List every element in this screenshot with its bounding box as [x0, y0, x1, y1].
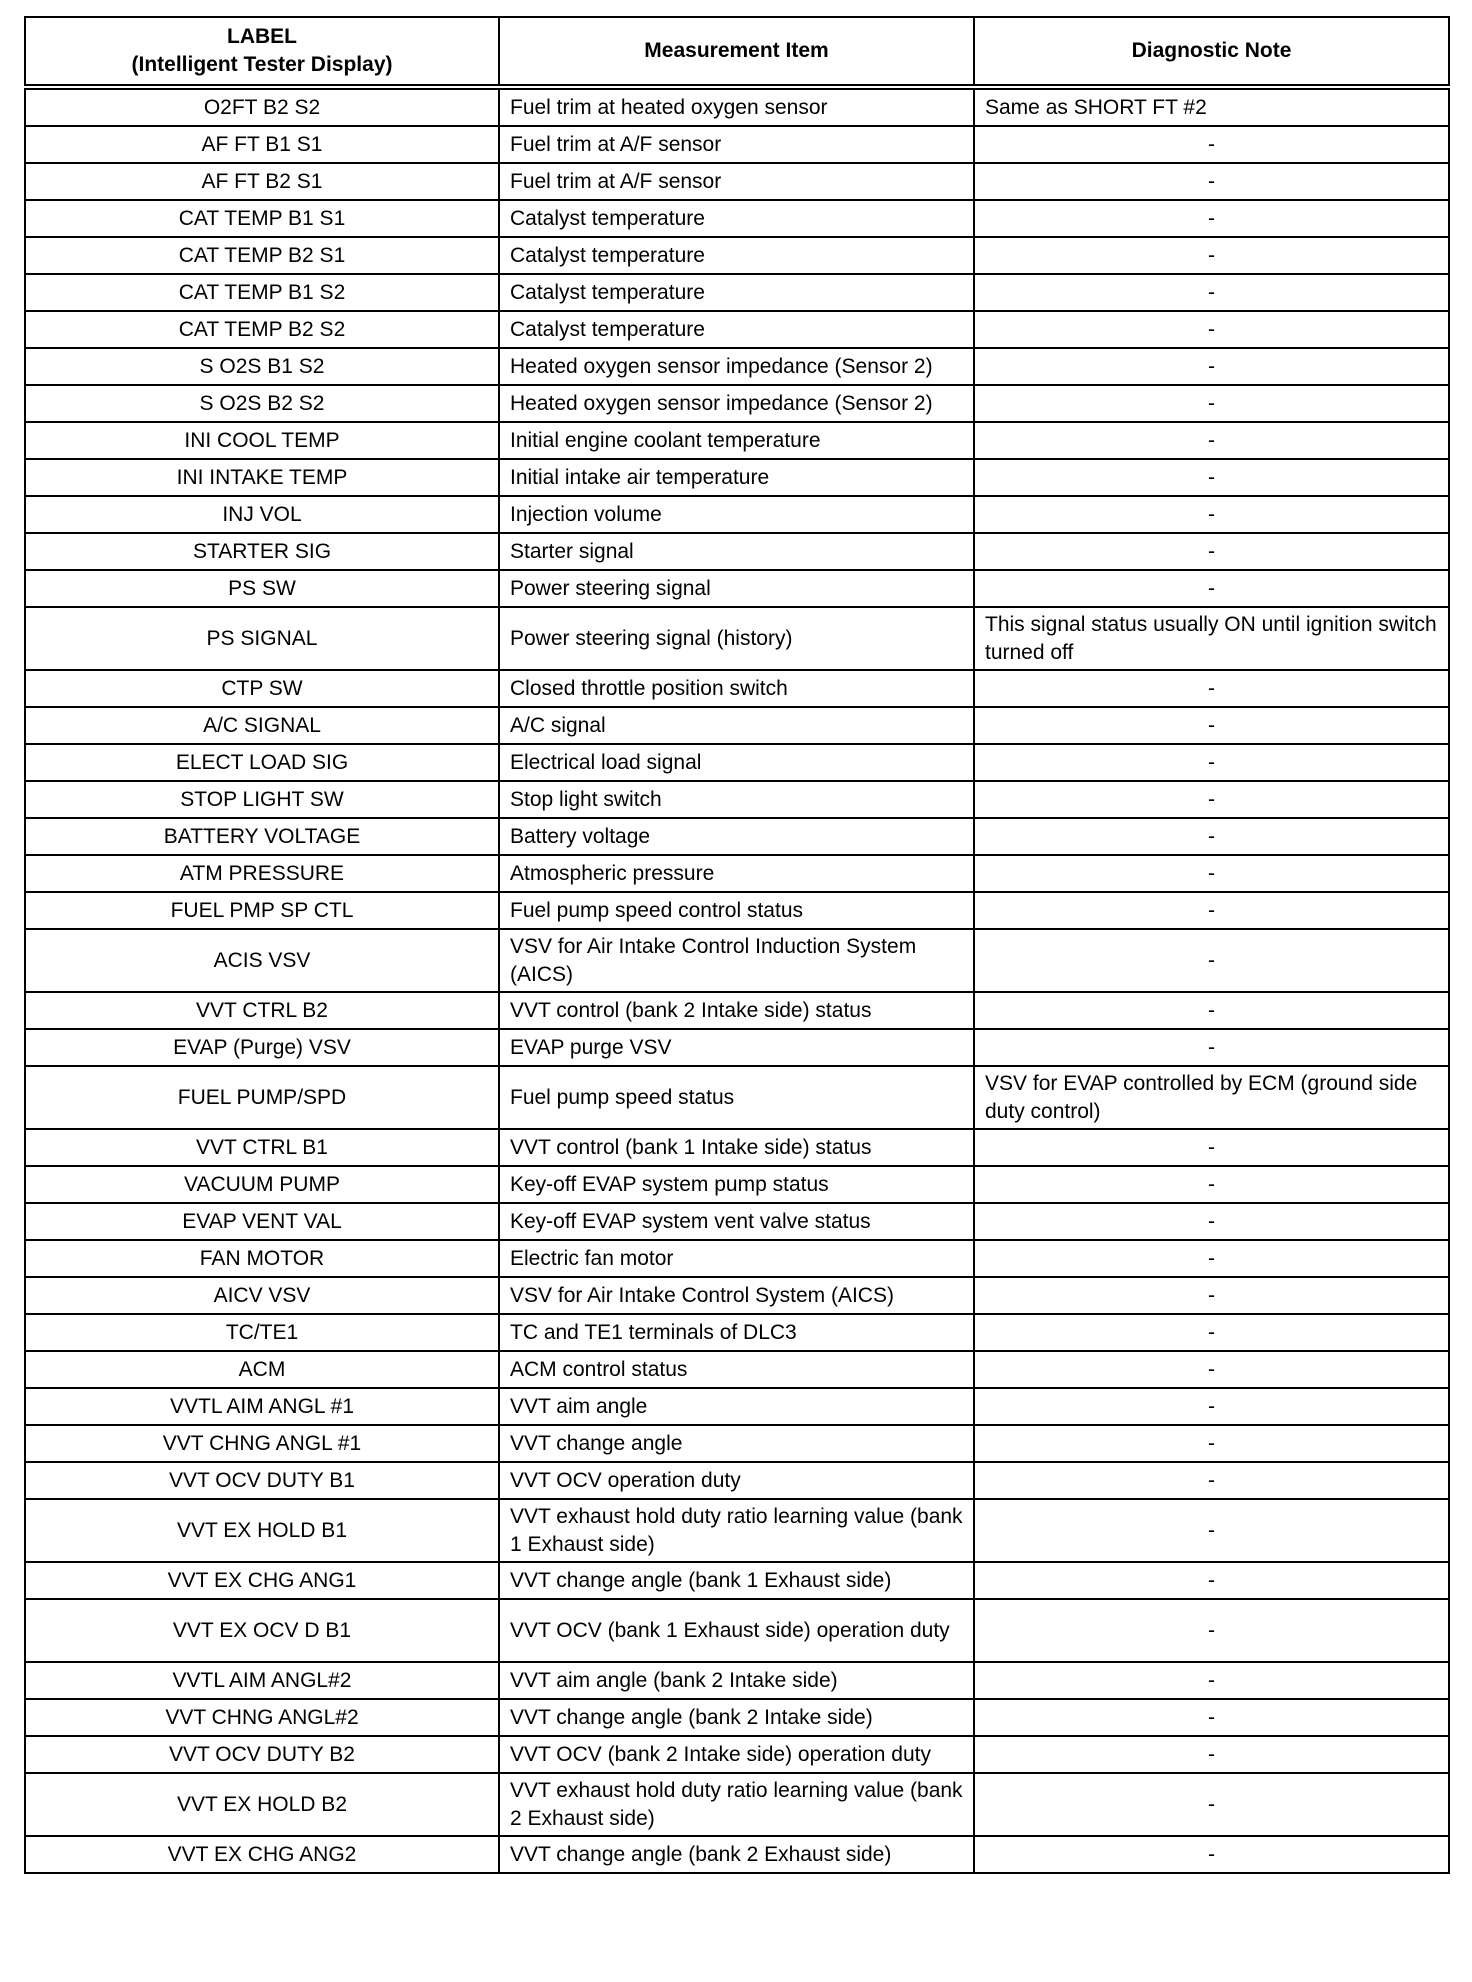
row-diagnostic-note: - [974, 929, 1449, 992]
row-diagnostic-note: - [974, 1662, 1449, 1699]
table-row [25, 1240, 1449, 1277]
table-row [25, 422, 1449, 459]
header-label-subtitle: (Intelligent Tester Display) [131, 53, 393, 76]
row-measurement-item: Catalyst temperature [499, 200, 974, 237]
row-label: AF FT B2 S1 [25, 163, 499, 200]
row-label: VVTL AIM ANGL#2 [25, 1662, 499, 1699]
diagnostic-data-table [24, 16, 1450, 1874]
table-row [25, 533, 1449, 570]
table-row [25, 237, 1449, 274]
header-diagnostic-note: Diagnostic Note [974, 17, 1449, 87]
row-measurement-item: Power steering signal (history) [499, 607, 974, 670]
row-measurement-item: Battery voltage [499, 818, 974, 855]
row-diagnostic-note: - [974, 892, 1449, 929]
row-label: INJ VOL [25, 496, 499, 533]
row-diagnostic-note: - [974, 1599, 1449, 1662]
row-label: VVT EX HOLD B1 [25, 1499, 499, 1562]
row-label: VVT CHNG ANGL #1 [25, 1425, 499, 1462]
table-row [25, 1462, 1449, 1499]
row-diagnostic-note: - [974, 1562, 1449, 1599]
row-measurement-item: VVT exhaust hold duty ratio learning value (bank 2 Exhaust side) [499, 1773, 974, 1836]
table-row [25, 1699, 1449, 1736]
table-row [25, 607, 1449, 670]
table-row [25, 570, 1449, 607]
row-measurement-item: VSV for Air Intake Control Induction System (AICS) [499, 929, 974, 992]
row-measurement-item: Closed throttle position switch [499, 670, 974, 707]
table-row [25, 1166, 1449, 1203]
row-label: VACUUM PUMP [25, 1166, 499, 1203]
row-label: ACIS VSV [25, 929, 499, 992]
row-diagnostic-note: - [974, 992, 1449, 1029]
table-row [25, 1499, 1449, 1562]
row-label: CAT TEMP B2 S1 [25, 237, 499, 274]
row-diagnostic-note: - [974, 1499, 1449, 1562]
table-row [25, 744, 1449, 781]
table-row [25, 1599, 1449, 1662]
row-measurement-item: A/C signal [499, 707, 974, 744]
row-label: CAT TEMP B1 S2 [25, 274, 499, 311]
row-diagnostic-note: - [974, 311, 1449, 348]
row-diagnostic-note: - [974, 1773, 1449, 1836]
table-row [25, 1066, 1449, 1129]
table-row [25, 1314, 1449, 1351]
row-label: VVT CHNG ANGL#2 [25, 1699, 499, 1736]
row-measurement-item: Power steering signal [499, 570, 974, 607]
row-label: S O2S B1 S2 [25, 348, 499, 385]
row-label: ACM [25, 1351, 499, 1388]
table-row [25, 459, 1449, 496]
row-diagnostic-note: - [974, 707, 1449, 744]
row-diagnostic-note: - [974, 496, 1449, 533]
row-measurement-item: VVT change angle (bank 2 Exhaust side) [499, 1836, 974, 1873]
row-measurement-item: Stop light switch [499, 781, 974, 818]
row-measurement-item: Catalyst temperature [499, 311, 974, 348]
row-diagnostic-note: - [974, 1462, 1449, 1499]
header-measurement-item: Measurement Item [499, 17, 974, 87]
row-label: VVT EX CHG ANG1 [25, 1562, 499, 1599]
row-measurement-item: VVT control (bank 2 Intake side) status [499, 992, 974, 1029]
row-measurement-item: TC and TE1 terminals of DLC3 [499, 1314, 974, 1351]
row-measurement-item: VVT OCV (bank 1 Exhaust side) operation duty [499, 1599, 974, 1662]
row-measurement-item: VVT OCV operation duty [499, 1462, 974, 1499]
table-row [25, 348, 1449, 385]
table-row [25, 1425, 1449, 1462]
header-row [25, 17, 1449, 87]
table-row [25, 1662, 1449, 1699]
table-row [25, 1203, 1449, 1240]
row-label: AICV VSV [25, 1277, 499, 1314]
row-measurement-item: VSV for Air Intake Control System (AICS) [499, 1277, 974, 1314]
table-row [25, 385, 1449, 422]
row-measurement-item: VVT exhaust hold duty ratio learning value (bank 1 Exhaust side) [499, 1499, 974, 1562]
row-label: CAT TEMP B1 S1 [25, 200, 499, 237]
row-label: FAN MOTOR [25, 1240, 499, 1277]
row-label: CTP SW [25, 670, 499, 707]
row-label: VVT CTRL B1 [25, 1129, 499, 1166]
row-diagnostic-note: - [974, 781, 1449, 818]
row-diagnostic-note: VSV for EVAP controlled by ECM (ground side duty control) [974, 1066, 1449, 1129]
table-row [25, 1351, 1449, 1388]
row-label: O2FT B2 S2 [25, 87, 499, 126]
row-diagnostic-note: - [974, 163, 1449, 200]
row-diagnostic-note: - [974, 1129, 1449, 1166]
row-label: EVAP VENT VAL [25, 1203, 499, 1240]
row-measurement-item: VVT change angle [499, 1425, 974, 1462]
table-row [25, 855, 1449, 892]
row-measurement-item: Atmospheric pressure [499, 855, 974, 892]
row-diagnostic-note: - [974, 422, 1449, 459]
header-label [25, 17, 499, 87]
table-row [25, 87, 1449, 126]
row-label: VVT EX OCV D B1 [25, 1599, 499, 1662]
row-measurement-item: Catalyst temperature [499, 274, 974, 311]
row-label: S O2S B2 S2 [25, 385, 499, 422]
row-diagnostic-note: - [974, 818, 1449, 855]
row-measurement-item: VVT aim angle [499, 1388, 974, 1425]
table-row [25, 1773, 1449, 1836]
row-label: EVAP (Purge) VSV [25, 1029, 499, 1066]
row-label: FUEL PMP SP CTL [25, 892, 499, 929]
row-measurement-item: VVT aim angle (bank 2 Intake side) [499, 1662, 974, 1699]
row-label: VVT OCV DUTY B1 [25, 1462, 499, 1499]
row-diagnostic-note: This signal status usually ON until ignition switch turned off [974, 607, 1449, 670]
row-diagnostic-note: - [974, 1314, 1449, 1351]
row-label: PS SIGNAL [25, 607, 499, 670]
row-label: VVT CTRL B2 [25, 992, 499, 1029]
row-measurement-item: Starter signal [499, 533, 974, 570]
row-diagnostic-note: - [974, 1240, 1449, 1277]
row-label: A/C SIGNAL [25, 707, 499, 744]
row-measurement-item: Injection volume [499, 496, 974, 533]
row-measurement-item: Initial intake air temperature [499, 459, 974, 496]
row-label: BATTERY VOLTAGE [25, 818, 499, 855]
row-diagnostic-note: - [974, 1388, 1449, 1425]
row-diagnostic-note: - [974, 1203, 1449, 1240]
table-row [25, 274, 1449, 311]
row-diagnostic-note: - [974, 533, 1449, 570]
row-measurement-item: ACM control status [499, 1351, 974, 1388]
table-row [25, 992, 1449, 1029]
row-label: INI COOL TEMP [25, 422, 499, 459]
table-row [25, 1029, 1449, 1066]
row-diagnostic-note: - [974, 1736, 1449, 1773]
table-row [25, 496, 1449, 533]
row-diagnostic-note: - [974, 855, 1449, 892]
table-row [25, 1388, 1449, 1425]
row-measurement-item: VVT change angle (bank 1 Exhaust side) [499, 1562, 974, 1599]
table-row [25, 126, 1449, 163]
row-label: INI INTAKE TEMP [25, 459, 499, 496]
row-measurement-item: Fuel trim at heated oxygen sensor [499, 87, 974, 126]
row-label: STOP LIGHT SW [25, 781, 499, 818]
row-diagnostic-note: - [974, 459, 1449, 496]
row-diagnostic-note: - [974, 1836, 1449, 1873]
table-row [25, 892, 1449, 929]
row-diagnostic-note: - [974, 744, 1449, 781]
row-diagnostic-note: Same as SHORT FT #2 [974, 87, 1449, 126]
row-diagnostic-note: - [974, 126, 1449, 163]
row-label: ATM PRESSURE [25, 855, 499, 892]
row-measurement-item: VVT OCV (bank 2 Intake side) operation duty [499, 1736, 974, 1773]
row-label: AF FT B1 S1 [25, 126, 499, 163]
table-row [25, 1562, 1449, 1599]
table-row [25, 1736, 1449, 1773]
row-label: VVT EX CHG ANG2 [25, 1836, 499, 1873]
row-diagnostic-note: - [974, 1699, 1449, 1736]
row-diagnostic-note: - [974, 237, 1449, 274]
row-measurement-item: Heated oxygen sensor impedance (Sensor 2) [499, 348, 974, 385]
table-row [25, 707, 1449, 744]
row-label: PS SW [25, 570, 499, 607]
table-row [25, 1277, 1449, 1314]
table-row [25, 818, 1449, 855]
row-label: FUEL PUMP/SPD [25, 1066, 499, 1129]
row-diagnostic-note: - [974, 385, 1449, 422]
table-row [25, 781, 1449, 818]
row-measurement-item: Initial engine coolant temperature [499, 422, 974, 459]
row-diagnostic-note: - [974, 1166, 1449, 1203]
row-measurement-item: VVT change angle (bank 2 Intake side) [499, 1699, 974, 1736]
row-measurement-item: Key-off EVAP system vent valve status [499, 1203, 974, 1240]
row-diagnostic-note: - [974, 1277, 1449, 1314]
row-measurement-item: Fuel pump speed control status [499, 892, 974, 929]
table-header [25, 17, 1449, 87]
row-measurement-item: Electric fan motor [499, 1240, 974, 1277]
row-label: TC/TE1 [25, 1314, 499, 1351]
row-diagnostic-note: - [974, 200, 1449, 237]
row-measurement-item: EVAP purge VSV [499, 1029, 974, 1066]
row-diagnostic-note: - [974, 1029, 1449, 1066]
table-row [25, 163, 1449, 200]
row-measurement-item: Fuel pump speed status [499, 1066, 974, 1129]
row-label: STARTER SIG [25, 533, 499, 570]
table-row [25, 1129, 1449, 1166]
row-measurement-item: Key-off EVAP system pump status [499, 1166, 974, 1203]
row-measurement-item: Electrical load signal [499, 744, 974, 781]
table-row [25, 311, 1449, 348]
row-label: VVT OCV DUTY B2 [25, 1736, 499, 1773]
row-measurement-item: Fuel trim at A/F sensor [499, 163, 974, 200]
row-diagnostic-note: - [974, 570, 1449, 607]
row-label: VVT EX HOLD B2 [25, 1773, 499, 1836]
row-measurement-item: VVT control (bank 1 Intake side) status [499, 1129, 974, 1166]
table-row [25, 929, 1449, 992]
table-body [25, 87, 1449, 1873]
table-row [25, 200, 1449, 237]
header-label-title: LABEL [227, 25, 297, 48]
row-diagnostic-note: - [974, 670, 1449, 707]
row-measurement-item: Fuel trim at A/F sensor [499, 126, 974, 163]
row-measurement-item: Heated oxygen sensor impedance (Sensor 2) [499, 385, 974, 422]
row-diagnostic-note: - [974, 1351, 1449, 1388]
row-label: VVTL AIM ANGL #1 [25, 1388, 499, 1425]
table-row [25, 1836, 1449, 1873]
row-diagnostic-note: - [974, 348, 1449, 385]
table-row [25, 670, 1449, 707]
row-diagnostic-note: - [974, 1425, 1449, 1462]
row-label: CAT TEMP B2 S2 [25, 311, 499, 348]
row-measurement-item: Catalyst temperature [499, 237, 974, 274]
row-diagnostic-note: - [974, 274, 1449, 311]
row-label: ELECT LOAD SIG [25, 744, 499, 781]
